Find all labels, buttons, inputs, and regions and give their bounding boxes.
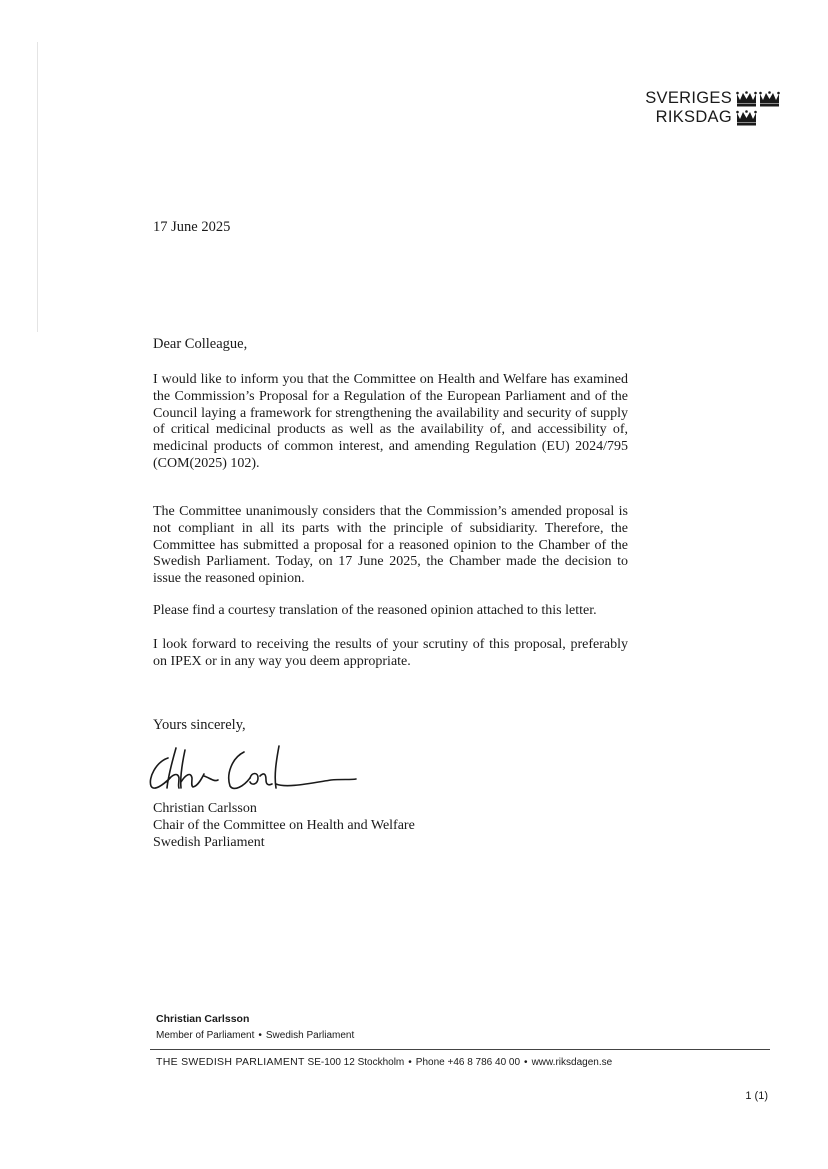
handwritten-signature xyxy=(146,744,361,794)
footer-phone: Phone +46 8 786 40 00 xyxy=(415,1057,521,1068)
body-paragraph-3: Please find a courtesy translation of the reasoned opinion attached to this letter. xyxy=(153,603,597,618)
logo-text-riksdag: RIKSDAG xyxy=(655,108,732,126)
footer-address: SE-100 12 Stockholm xyxy=(307,1057,405,1068)
letter-date: 17 June 2025 xyxy=(153,219,231,235)
footer-website: www.riksdagen.se xyxy=(531,1057,613,1068)
logo-crowns-row2 xyxy=(736,110,782,126)
page-number: 1 (1) xyxy=(745,1090,768,1102)
body-paragraph-4: I look forward to receiving the results of your scrutiny of this proposal, preferably on IPEX or in any way you deem appropriate. xyxy=(153,637,628,669)
footer-org-caps: THE SWEDISH PARLIAMENT xyxy=(156,1056,305,1068)
signer-title: Chair of the Committee on Health and Welfare xyxy=(153,818,415,833)
logo-text-sveriges: SVERIGES xyxy=(645,89,732,107)
footer-divider xyxy=(150,1049,770,1050)
logo-crowns-row1 xyxy=(736,91,782,107)
salutation: Dear Colleague, xyxy=(153,336,248,352)
crown-icon xyxy=(736,91,757,107)
scan-edge-line xyxy=(37,42,38,332)
signer-organization: Swedish Parliament xyxy=(153,835,265,850)
signer-block xyxy=(153,800,415,851)
closing: Yours sincerely, xyxy=(153,717,246,733)
body-paragraph-1: I would like to inform you that the Committee on Health and Welfare has examined the Commission’s Proposal for a Regulation of the European Parliament and of the Council laying a framework for strengthening the availability and security of supply of critical medicinal products as well as the availability of, and accessibility of, medicinal products of common interest, and amending Regulation (EU) 2024/795 (COM(2025) 102). xyxy=(153,372,628,471)
crown-icon xyxy=(759,91,780,107)
footer-address-line xyxy=(156,1056,612,1068)
footer-separator: • xyxy=(524,1057,528,1068)
body-paragraph-2: The Committee unanimously considers that the Commission’s amended proposal is not compliant in all its parts with the principle of subsidiarity. Therefore, the Committee has submitted a proposal for a reasoned opinion to the Chamber of the Swedish Parliament. Today, on 17 June 2025, the Chamber made the decision to issue the reasoned opinion. xyxy=(153,504,628,587)
logo-row-2 xyxy=(645,108,782,127)
footer-name: Christian Carlsson xyxy=(156,1013,250,1025)
signer-name: Christian Carlsson xyxy=(153,801,257,816)
footer-role: Member of Parliament xyxy=(156,1030,255,1041)
crown-icon xyxy=(736,110,757,126)
footer-separator: • xyxy=(258,1030,262,1041)
footer-sender xyxy=(156,1013,354,1041)
footer-role-org: Swedish Parliament xyxy=(265,1030,355,1041)
riksdag-logo xyxy=(645,89,782,127)
logo-row-1 xyxy=(645,89,782,108)
footer-role-line xyxy=(156,1030,354,1041)
footer-separator: • xyxy=(408,1057,412,1068)
